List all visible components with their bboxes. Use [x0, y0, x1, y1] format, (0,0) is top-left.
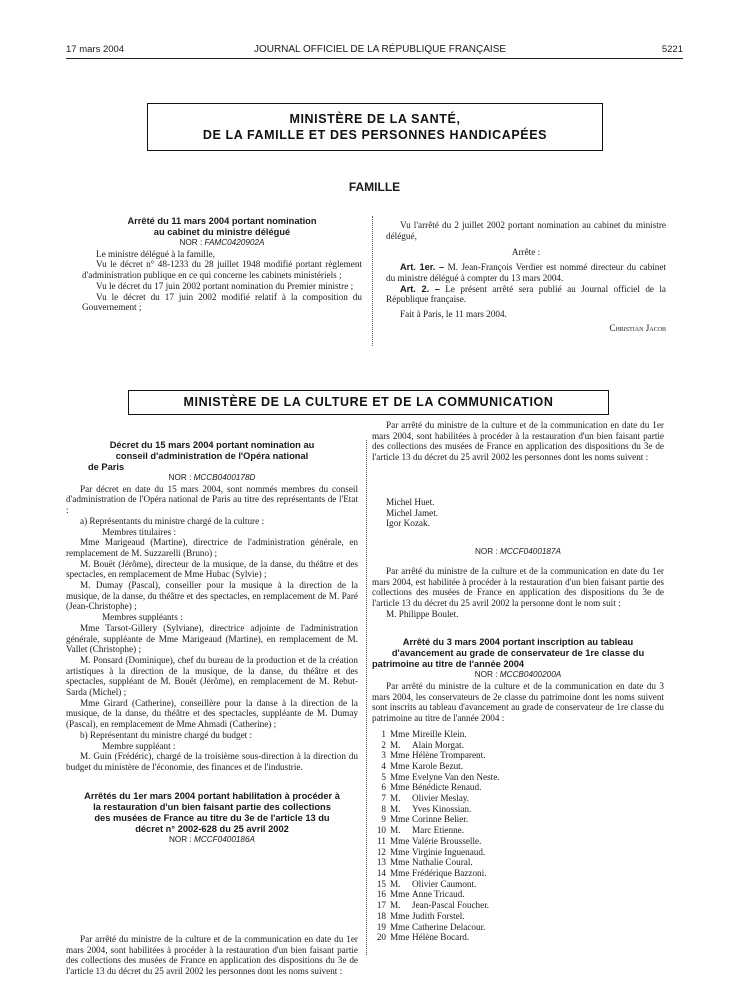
paragraph: M. Bouët (Jérôme), directeur de la musique, de la danse, du théâtre et des spectacles, en remplacement de Mme Hubac (Sylvie) ;	[66, 558, 358, 580]
list-number: 9	[381, 814, 386, 825]
list-person-name: Catherine Delacour.	[412, 921, 486, 932]
paragraph: Mme Tarsot-Gillery (Sylviane), directrice adjointe de l'administration générale, suppléante de Mme Marigeaud (Martine), en remplacement de M. Vallet (Christophe) ;	[66, 622, 358, 655]
list-person-name: Virginie Inguenaud.	[412, 846, 486, 857]
paragraph: Vu le décret du 17 juin 2002 portant nomination du Premier ministre ;	[96, 280, 354, 291]
list-civility: M.	[390, 900, 401, 911]
ministry-sante-line2: DE LA FAMILLE ET DES PERSONNES HANDICAPÉES	[202, 128, 548, 142]
habil-paragraph-continued	[372, 420, 664, 497]
nor-label: NOR :	[168, 834, 192, 844]
habil-title-line1: Arrêtés du 1er mars 2004 portant habilitation à procéder à	[84, 790, 340, 801]
paragraph: Vu le décret du 17 juin 2002 modifié relatif à la composition du Gouvernement ;	[82, 291, 362, 313]
list-number: 3	[381, 750, 386, 761]
nor-label: NOR :	[168, 473, 192, 482]
article-1-label: Art. 1er. –	[400, 262, 445, 273]
arrete-verb: Arrête :	[511, 247, 541, 258]
article-2-text: Le présent arrêté sera publié au Journal officiel de la République française.	[386, 283, 667, 305]
paragraph: M. Ponsard (Dominique), chef du bureau de la production et de la création artistiques à la direction de la musique, de la danse, du théâtre et des spectacles, suppléant de M. Bouët (Jérôme), en remplacement de M. Rebut-Sarda (Michel) ;	[66, 654, 358, 698]
list-number: 11	[377, 835, 386, 846]
list-person-name: Olivier Caumont.	[412, 878, 477, 889]
culture-right-column	[372, 420, 664, 943]
tableau-list-item	[372, 932, 664, 943]
list-number: 19	[376, 921, 386, 932]
subheading: Membres suppléants :	[102, 612, 183, 623]
list-number: 12	[376, 846, 386, 857]
paragraph: M. Guin (Frédéric), chargé de la troisième sous-direction à la direction du budget du ministère de l'économie, des finances et de l'industrie.	[66, 751, 358, 772]
ministry-culture-box	[128, 390, 609, 415]
list-civility: M.	[390, 825, 401, 836]
nor-label: NOR :	[179, 238, 203, 247]
paragraph-continued: Par arrêté du ministre de la culture et de la communication en date du 1er mars 2004, sont habilitées à procéder à la restauration d'un bien faisant partie des collections des musées de France en application des dispositions du 3e de l'article 13 du décret du 25 avril 2002 les personnes dont les noms suivent :	[372, 420, 664, 463]
paragraph: Mme Girard (Catherine), conseillère pour la danse à la direction de la musique, de la danse, du théâtre et des spectacles, suppléante de M. Dumay (Pascal), en remplacement de Mme Ahmadi (Catherine) ;	[66, 697, 358, 730]
article-1	[386, 262, 666, 283]
list-number: 13	[376, 857, 386, 868]
list-civility: M.	[390, 793, 401, 804]
list-person-name: Anne Tricaud.	[412, 889, 465, 900]
tableau-title-line1: Arrêté du 3 mars 2004 portant inscription au tableau	[402, 637, 634, 648]
list-person-name: Alain Morgat.	[412, 739, 464, 750]
paragraph: Par arrêté du ministre de la culture et de la communication en date du 1er mars 2004, sont habilitées à procéder à la restauration d'un bien faisant partie des collections des musées de France en application des dispositions du 3e de l'article 13 du décret du 25 avril 2002 les personnes dont les noms suivent :	[66, 934, 358, 977]
subheading: Membres titulaires :	[102, 526, 176, 537]
tableau-list-item	[372, 889, 664, 900]
paragraph: Vu le décret n° 48-1233 du 28 juillet 1948 modifié portant règlement d'administration publique en ce qui concerne les cabinets ministériels ;	[82, 259, 362, 281]
paragraph: Par décret en date du 15 mars 2004, sont nommés membres du conseil d'administration de l'Opéra national de Paris au titre des représentants de l'Etat :	[66, 483, 358, 516]
tableau-list-item	[372, 793, 664, 804]
habil-paragraph-start	[66, 934, 358, 977]
tableau-list-item	[372, 750, 664, 761]
article-2-label: Art. 2. –	[400, 283, 440, 294]
paragraph: Le ministre délégué à la famille,	[96, 248, 215, 259]
list-civility: Mme	[390, 867, 410, 878]
list-civility: M.	[390, 803, 401, 814]
list-number: 1	[381, 728, 386, 739]
list-number: 20	[376, 932, 386, 943]
list-person-name: Karole Bezut.	[412, 760, 464, 771]
habil-name-1: Michel Huet.	[386, 497, 435, 507]
list-person-name: Valérie Brousselle.	[412, 835, 482, 846]
list-civility: Mme	[390, 728, 410, 739]
header-journal-title: JOURNAL OFFICIEL DE LA RÉPUBLIQUE FRANÇAISE	[253, 44, 507, 55]
arrete-11-mars-right	[386, 220, 666, 333]
habil-name-2: Michel Jamet.	[386, 507, 439, 518]
nor-reference	[66, 835, 358, 846]
list-civility: Mme	[390, 814, 410, 825]
list-civility: Mme	[390, 750, 410, 761]
nor-code: MCCF0400186A	[194, 834, 255, 844]
signature: Christian Jacob	[609, 322, 666, 333]
tableau-list-item	[372, 761, 664, 772]
decret-title-line2: conseil d'administration de l'Opéra national	[115, 451, 309, 461]
nor-reference	[66, 473, 358, 484]
list-person-name: Hélène Tromparent.	[412, 750, 486, 761]
nor-code: MCCF0400187A	[500, 547, 561, 557]
list-civility: Mme	[390, 782, 410, 793]
tableau-list-item	[372, 857, 664, 868]
paragraph: Par arrêté du ministre de la culture et de la communication en date du 1er mars 2004, est habilitée à procéder à la restauration d'un bien faisant partie des collections des musées de France en application des dispositions du 3e de l'article 13 du décret du 25 avril 2002 la personne dont le nom suit :	[372, 565, 664, 608]
nor-reference	[82, 238, 362, 249]
list-number: 10	[376, 825, 386, 836]
list-civility: Mme	[390, 771, 410, 782]
list-number: 5	[381, 771, 386, 782]
habil-name-3: Igor Kozak.	[386, 518, 430, 529]
list-number: 7	[381, 793, 386, 804]
list-number: 17	[376, 900, 386, 911]
list-person-name: Marc Etienne.	[412, 825, 465, 836]
list-number: 18	[376, 910, 386, 921]
article-2	[386, 284, 666, 305]
decret-title-line1: Décret du 15 mars 2004 portant nomination au	[109, 440, 315, 450]
list-number: 15	[376, 878, 386, 889]
list-civility: Mme	[390, 910, 410, 921]
list-number: 8	[381, 803, 386, 814]
tableau-list	[372, 729, 664, 943]
list-person-name: Nathalie Coural.	[412, 857, 473, 868]
list-person-name: Olivier Meslay.	[412, 793, 470, 804]
arrete-title-line2: au cabinet du ministre délégué	[153, 227, 291, 237]
tableau-list-item	[372, 804, 664, 815]
paragraph: Mme Marigeaud (Martine), directrice de l'administration générale, en remplacement de M. Suzzarelli (Bruno) ;	[66, 537, 358, 558]
tableau-list-item	[372, 900, 664, 911]
column-separator	[372, 216, 373, 346]
tableau-list-item	[372, 879, 664, 890]
ministry-sante-line1: MINISTÈRE DE LA SANTÉ,	[289, 112, 461, 126]
paragraph: b) Représentant du ministre chargé du budget :	[80, 729, 253, 740]
list-civility: Mme	[390, 921, 410, 932]
list-person-name: Frédérique Bazzoni.	[412, 867, 487, 878]
nor-code: MCCB0400178D	[193, 473, 256, 482]
paragraph: Par arrêté du ministre de la culture et de la communication en date du 3 mars 2004, les conservateurs de 2e classe du patrimoine dont les noms suivent sont inscrits au tableau d'avancement au grade de conservateur de 1re classe du patrimoine au titre de l'année 2004 :	[372, 681, 664, 724]
tableau-list-item	[372, 729, 664, 740]
list-civility: M.	[390, 878, 401, 889]
habil-title-line3: des musées de France au titre du 3e de l'article 13 du	[94, 812, 330, 823]
tableau-list-item	[372, 836, 664, 847]
paragraph: M. Philippe Boulet.	[386, 608, 459, 619]
place-date: Fait à Paris, le 11 mars 2004.	[400, 308, 507, 319]
list-number: 2	[381, 739, 386, 750]
column-separator	[366, 440, 367, 955]
tableau-list-item	[372, 911, 664, 922]
list-civility: Mme	[390, 760, 410, 771]
tableau-list-item	[372, 825, 664, 836]
tableau-list-item	[372, 740, 664, 751]
list-civility: Mme	[390, 846, 410, 857]
arrete-title-line1: Arrêté du 11 mars 2004 portant nomination	[127, 216, 317, 226]
ministry-culture-title: MINISTÈRE DE LA CULTURE ET DE LA COMMUNICATION	[183, 395, 554, 409]
header-rule	[66, 58, 683, 59]
list-number: 16	[376, 889, 386, 900]
tableau-title-line2: d'avancement au grade de conservateur de 1re classe du	[391, 648, 645, 659]
nor-reference	[372, 547, 664, 558]
list-person-name: Jean-Pascal Foucher.	[412, 900, 490, 911]
tableau-title-line3: patrimoine au titre de l'année 2004	[372, 659, 525, 670]
culture-left-column	[66, 440, 358, 845]
tableau-list-item	[372, 868, 664, 879]
list-civility: Mme	[390, 889, 410, 900]
habil-title-line4: décret n° 2002-628 du 25 avril 2002	[135, 823, 289, 834]
subheading: Membre suppléant :	[102, 740, 176, 751]
tableau-list-item	[372, 814, 664, 825]
list-number: 6	[381, 782, 386, 793]
tableau-list-item	[372, 782, 664, 793]
decret-title-line3: de Paris	[88, 462, 125, 472]
paragraph: Vu l'arrêté du 2 juillet 2002 portant nomination au cabinet du ministre délégué,	[386, 220, 666, 241]
list-civility: Mme	[390, 835, 410, 846]
list-civility: M.	[390, 739, 401, 750]
list-person-name: Judith Forstel.	[412, 910, 465, 921]
list-civility: Mme	[390, 857, 410, 868]
habil-title-line2: la restauration d'un bien faisant partie des collections	[93, 801, 331, 812]
ministry-sante-box	[147, 103, 603, 151]
list-person-name: Mireille Klein.	[412, 728, 467, 739]
list-person-name: Bénédicte Renaud.	[412, 782, 482, 793]
paragraph: a) Représentants du ministre chargé de la culture :	[80, 515, 265, 526]
section-famille: FAMILLE	[348, 180, 401, 194]
tableau-list-item	[372, 847, 664, 858]
list-person-name: Yves Kinossian.	[412, 803, 472, 814]
nor-label: NOR :	[474, 670, 498, 680]
arrete-11-mars-left	[82, 216, 362, 313]
header-date: 17 mars 2004	[66, 44, 125, 55]
tableau-list-item	[372, 772, 664, 783]
nor-code: FAMC0420902A	[204, 238, 265, 247]
tableau-list-item	[372, 922, 664, 933]
nor-reference	[372, 670, 664, 681]
paragraph: M. Dumay (Pascal), conseiller pour la musique à la direction de la musique, de la danse, du théâtre et des spectacles, en remplacement de M. Paré (Jean-Christophe) ;	[66, 580, 358, 612]
nor-label: NOR :	[474, 547, 498, 557]
list-number: 14	[376, 867, 386, 878]
list-civility: Mme	[390, 932, 410, 943]
nor-code: MCCB0400200A	[499, 670, 562, 680]
header-page-number: 5221	[661, 44, 683, 55]
list-person-name: Corinne Belier.	[412, 814, 469, 825]
list-person-name: Evelyne Van den Neste.	[412, 771, 500, 782]
list-number: 4	[381, 760, 386, 771]
list-person-name: Hélène Bocard.	[412, 932, 470, 943]
article-1-text: M. Jean-François Verdier est nommé directeur du cabinet du ministre délégué à compter du 13 mars 2004.	[386, 262, 666, 283]
